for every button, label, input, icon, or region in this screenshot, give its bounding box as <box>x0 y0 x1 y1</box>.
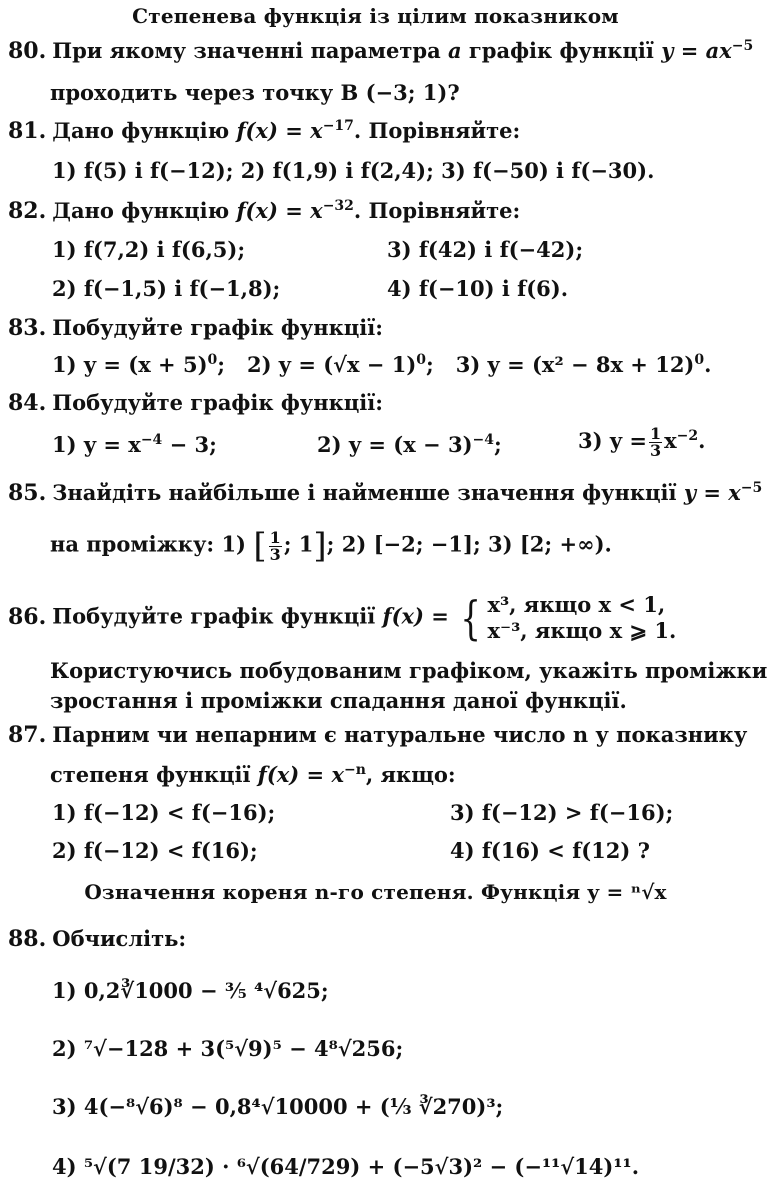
problem-text: графік функції <box>468 38 654 63</box>
item: ; <box>494 432 502 457</box>
problem-number: 80. <box>8 38 47 64</box>
problem-text: Дано функцію <box>52 118 230 143</box>
bracket-close: ] <box>313 526 327 566</box>
item: 2) f(−1,5) і f(−1,8); <box>52 276 281 301</box>
problem-80 <box>8 38 754 64</box>
problem-text: Побудуйте графік функції: <box>52 315 383 340</box>
exponent: −n <box>343 762 366 778</box>
item: − 3; <box>162 432 217 457</box>
problem-number: 84. <box>8 390 47 416</box>
problem-number: 85. <box>8 480 47 506</box>
problem-text: на проміжку: 1) <box>50 531 246 557</box>
problem-number: 86. <box>8 603 47 630</box>
problem-83 <box>8 315 743 341</box>
bracket-open: [ <box>253 526 267 566</box>
section-title-power-function: Степенева функція із цілим показником <box>132 4 619 28</box>
problem-85 <box>8 480 763 506</box>
formula: f(x) = x <box>257 762 344 787</box>
exponent: 0 <box>207 352 218 368</box>
problem-text: Знайдіть найбільше і найменше значення функції <box>52 480 677 505</box>
item: 3) y = <box>578 428 647 453</box>
item: . <box>698 428 706 453</box>
problem-number: 81. <box>8 118 47 144</box>
piecewise-cases <box>487 592 676 644</box>
problem-text: ; 2) [−2; −1]; 3) [2; +∞). <box>326 531 612 557</box>
item: 2) f(−12) < f(16); <box>52 838 258 863</box>
item-2 <box>317 432 502 457</box>
formula: y = ax <box>661 38 732 63</box>
problem-87-row2 <box>52 838 743 863</box>
problem-number: 83. <box>8 315 47 341</box>
formula: f(x) = x <box>236 118 323 143</box>
problem-text: Дано функцію <box>52 198 230 223</box>
problem-text: , якщо: <box>365 762 456 787</box>
item: 1) f(7,2) і f(6,5); <box>52 237 246 262</box>
brace-icon: { <box>460 591 482 645</box>
problem-text: При якому значенні параметра <box>52 38 441 63</box>
problem-text: Обчисліть: <box>52 926 187 951</box>
exponent: −17 <box>322 118 354 134</box>
problem-88-item1: 1) 0,2∛1000 − ³⁄₅ ⁴√625; <box>52 978 329 1003</box>
item: 3) f(42) і f(−42); <box>387 237 584 262</box>
problem-86-line2: Користуючись побудованим графіком, укажіть проміжки <box>50 658 767 683</box>
problem-number: 87. <box>8 722 47 748</box>
problem-86-line3: зростання і проміжки спадання даної функції. <box>50 688 627 713</box>
case: x³, якщо x < 1, <box>487 592 666 617</box>
formula: y = x <box>683 480 741 505</box>
problem-text: Побудуйте графік функції: <box>52 390 383 415</box>
problem-80-line2: проходить через точку B (−3; 1)? <box>50 80 460 105</box>
item: 2) y = (√x − 1) <box>246 352 417 377</box>
problem-87 <box>8 722 748 748</box>
problem-82-row2 <box>52 276 743 301</box>
exponent: −5 <box>731 38 754 54</box>
denominator: 3 <box>269 544 281 564</box>
item: x <box>664 428 677 453</box>
fraction <box>269 527 282 564</box>
parameter: a <box>448 38 462 63</box>
problem-text: Парним чи непарним є натуральне число n у показнику <box>52 722 748 747</box>
problem-88-item3: 3) 4(−⁸√6)⁸ − 0,8⁴√10000 + (⅓ ∛270)³; <box>52 1094 504 1119</box>
fraction <box>649 426 662 459</box>
problem-text: . Порівняйте: <box>353 118 521 143</box>
item: 1) y = (x + 5) <box>52 352 208 377</box>
exponent: −5 <box>740 480 763 496</box>
denominator: 3 <box>649 441 662 460</box>
exponent: −4 <box>472 432 494 448</box>
exponent: −32 <box>322 198 354 214</box>
problem-number: 82. <box>8 198 47 224</box>
problem-88-item4: 4) ⁵√(7 19/32) · ⁶√(64/729) + (−5√3)² − (−¹¹√14)¹¹. <box>52 1154 640 1179</box>
item: 1) y = x <box>52 432 141 457</box>
formula: f(x) = <box>382 603 449 629</box>
problem-84-items <box>52 424 743 460</box>
numerator: 1 <box>269 527 281 547</box>
problem-82-row1 <box>52 237 743 262</box>
problem-text: ; 1 <box>283 531 314 557</box>
problem-84 <box>8 390 743 416</box>
problem-88-item2: 2) ⁷√−128 + 3(⁵√9)⁵ − 4⁸√256; <box>52 1036 404 1061</box>
item: 2) y = (x − 3) <box>317 432 473 457</box>
problem-87-line2 <box>50 762 743 787</box>
case: x⁻³, якщо x ⩾ 1. <box>487 618 677 643</box>
problem-87-row1 <box>52 800 743 825</box>
numerator: 1 <box>649 424 662 443</box>
item: 3) f(−12) > f(−16); <box>450 800 674 825</box>
item-3 <box>578 426 705 459</box>
exponent: −2 <box>676 428 699 444</box>
item: 1) f(−12) < f(−16); <box>52 800 276 825</box>
item: 3) y = (x² − 8x + 12) <box>455 352 695 377</box>
formula: f(x) = x <box>236 198 323 223</box>
problem-81 <box>8 118 743 144</box>
exponent: 0 <box>416 352 427 368</box>
problem-text: Побудуйте графік функції <box>52 603 376 629</box>
problem-83-items: 1) $y = (x + 5)^0$; 2) $y = (√x - 1)^0$; 3) $y = (x^2 - 8x + 12)^0$. <box>52 352 712 377</box>
item: 4) f(16) < f(12) ? <box>450 838 650 863</box>
exponent: 0 <box>694 352 705 368</box>
problem-number: 88. <box>8 926 47 952</box>
problem-86 <box>8 592 743 644</box>
problem-81-items: 1) f(5) і f(−12); 2) f(1,9) і f(2,4); 3) f(−50) і f(−30). <box>52 158 655 183</box>
exponent: −4 <box>140 432 163 448</box>
section-title-nth-root: Означення кореня n-го степеня. Функція y = ⁿ√x <box>84 880 667 904</box>
item: 4) f(−10) і f(6). <box>387 276 569 301</box>
problem-82 <box>8 198 743 224</box>
problem-text: . Порівняйте: <box>353 198 521 223</box>
problem-88 <box>8 926 743 952</box>
problem-85-line2 <box>50 526 743 566</box>
problem-text: степеня функції <box>50 762 251 787</box>
